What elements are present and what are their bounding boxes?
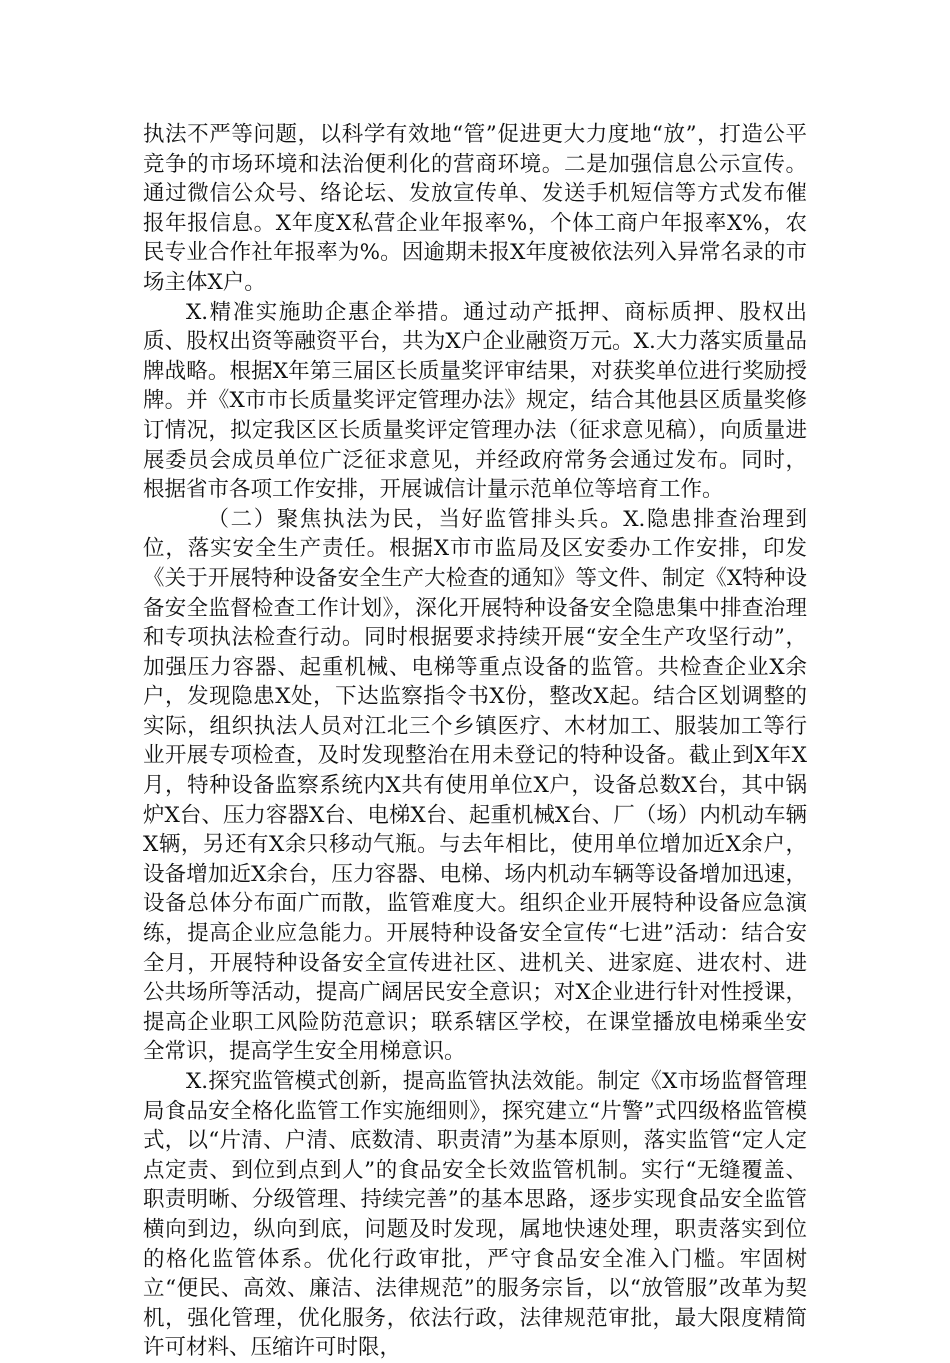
paragraph-1: 执法不严等问题，以科学有效地“管”促进更大力度地“放”，打造公平竞争的市场环境和法治便利化的营商环境。二是加强信息公示宣传。通过微信公众号、络论坛、发放宣传单、发送手机短信等方式发布催报年报信息。X年度X私营企业年报率%，个体工商户年报率X%，农民专业合作社年报率为%。因逾期未报X年度被依法列入异常名录的市场主体X户。: [143, 122, 807, 295]
paragraph-2: X.精准实施助企惠企举措。通过动产抵押、商标质押、股权出质、股权出资等融资平台，共为X户企业融资万元。X.大力落实质量品牌战略。根据X年第三届区长质量奖评审结果，对获奖单位进行奖励授牌。并《X市市长质量奖评定管理办法》规定，结合其他县区质量奖修订情况，拟定我区区长质量奖评定管理办法（征求意见稿），向质量进展委员会成员单位广泛征求意见，并经政府常务会通过发布。同时，根据省市各项工作安排，开展诚信计量示范单位等培育工作。: [143, 299, 807, 503]
document-body: [143, 120, 807, 1363]
paragraph-3: （二）聚焦执法为民，当好监管排头兵。X.隐患排查治理到位，落实安全生产责任。根据X市市监局及区安委办工作安排，印发《关于开展特种设备安全生产大检查的通知》等文件、制定《X特种设备安全监督检查工作计划》，深化开展特种设备安全隐患集中排查治理和专项执法检查行动。同时根据要求持续开展“安全生产攻坚行动”，加强压力容器、起重机械、电梯等重点设备的监管。共检查企业X余户，发现隐患X处，下达监察指令书X份，整改X起。结合区划调整的实际，组织执法人员对江北三个乡镇医疗、木材加工、服装加工等行业开展专项检查，及时发现整治在用未登记的特种设备。截止到X年X月，特种设备监察系统内X共有使用单位X户，设备总数X台，其中锅炉X台、压力容器X台、电梯X台、起重机械X台、厂（场）内机动车辆X辆，另还有X余只移动气瓶。与去年相比，使用单位增加近X余户，设备增加近X余台，压力容器、电梯、场内机动车辆等设备增加迅速，设备总体分布面广而散，监管难度大。组织企业开展特种设备应急演练，提高企业应急能力。开展特种设备安全宣传“七进”活动：结合安全月，开展特种设备安全宣传进社区、进机关、进家庭、进农村、进公共场所等活动，提高广阔居民安全意识；对X企业进行针对性授课，提高企业职工风险防范意识；联系辖区学校，在课堂播放电梯乘坐安全常识，提高学生安全用梯意识。: [143, 506, 807, 1065]
paragraph-4: X.探究监管模式创新，提高监管执法效能。制定《X市场监督管理局食品安全格化监管工作实施细则》，探究建立“片警”式四级格监管模式，以“片清、户清、底数清、职责清”为基本原则，落实监管“定人定点定责、到位到点到人”的食品安全长效监管机制。实行“无缝覆盖、职责明晰、分级管理、持续完善”的基本思路，逐步实现食品安全监管横向到边，纵向到底，问题及时发现，属地快速处理，职责落实到位的格化监管体系。优化行政审批，严守食品安全准入门槛。牢固树立“便民、高效、廉洁、法律规范”的服务宗旨，以“放管服”改革为契机，强化管理，优化服务，依法行政，法律规范审批，最大限度精简许可材料、压缩许可时限，: [143, 1069, 807, 1361]
